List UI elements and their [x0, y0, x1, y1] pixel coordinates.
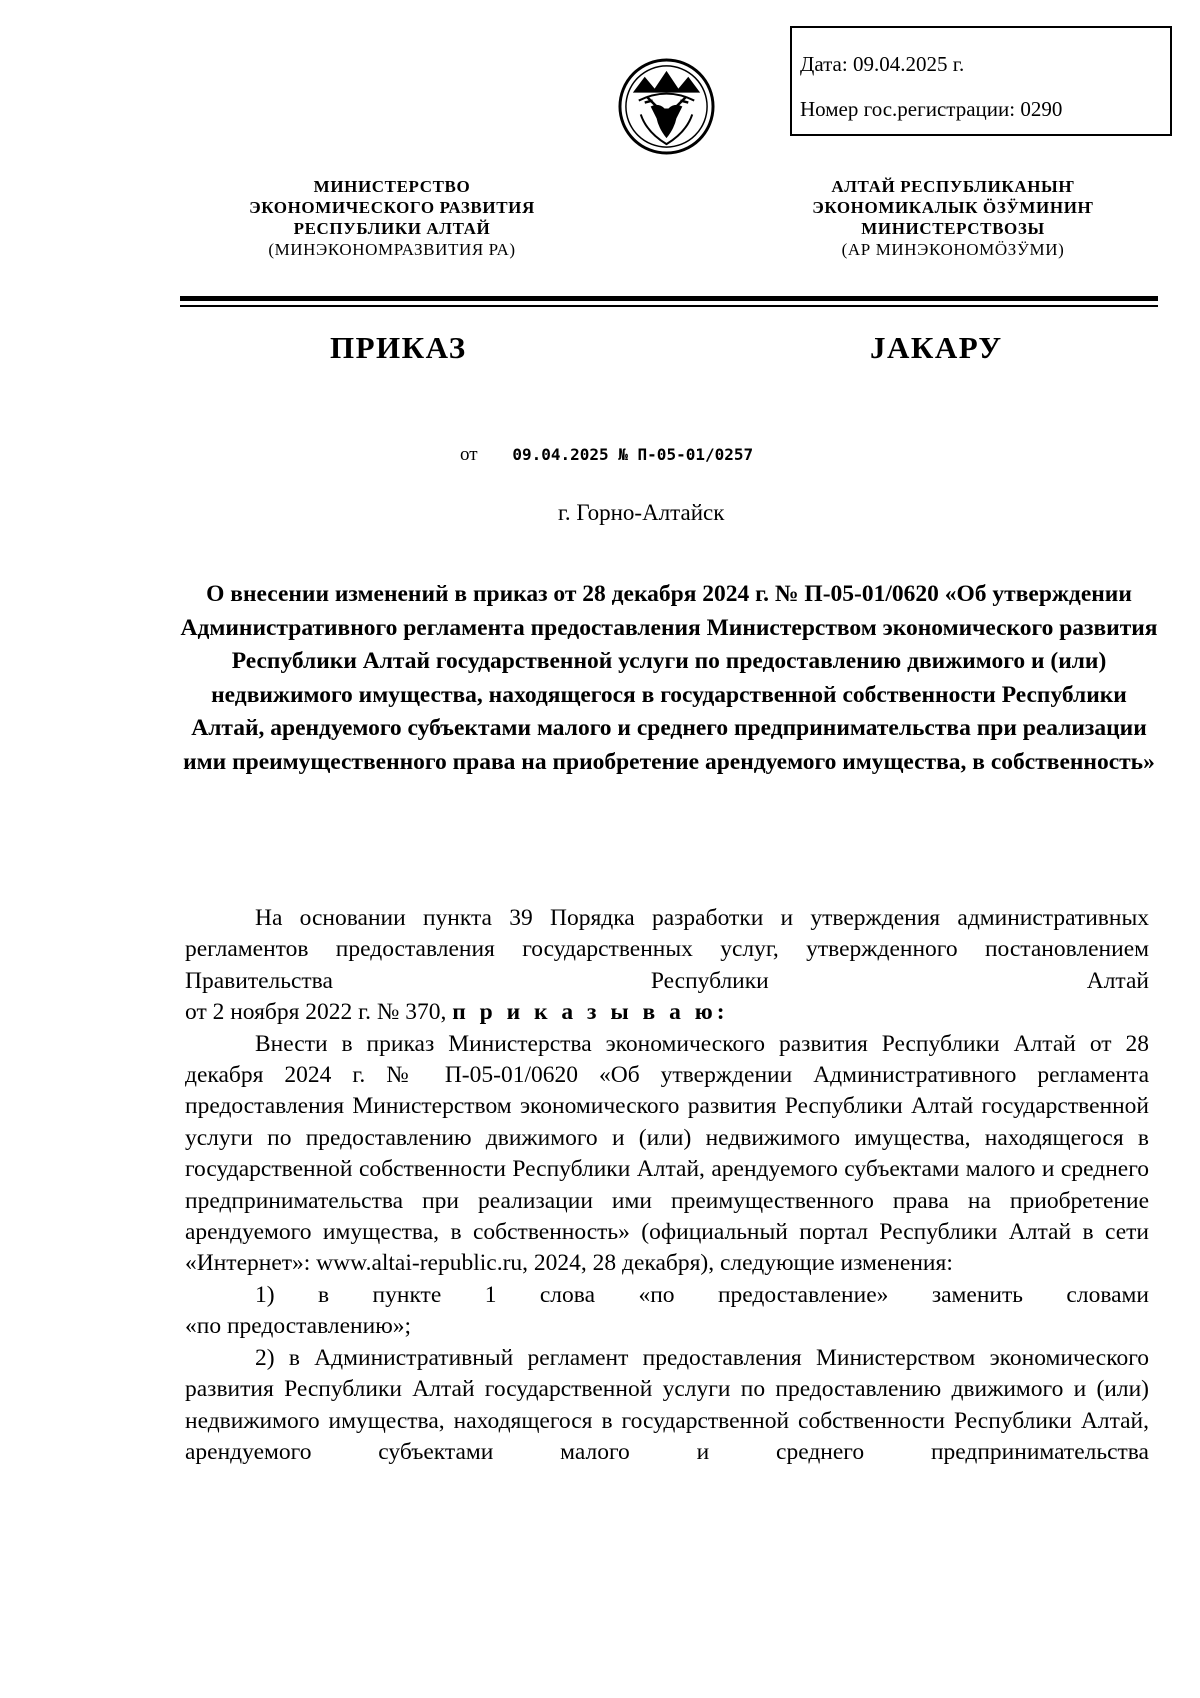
header-divider-thick: [180, 296, 1158, 301]
list-item-1-end: «по предоставлению»;: [185, 1313, 412, 1340]
header-divider-thin: [180, 305, 1158, 307]
paragraph-basis: На основании пункта 39 Порядка разработки и утверждения административных регламентов предоставления государственных услуг, утвержденного постановлением Правительства Республики Алтай: [185, 905, 1150, 994]
order-keyword: п р и к а з ы в а ю:: [452, 999, 729, 1026]
ministry-header-altai: АЛТАЙ РЕСПУБЛИКАНЫҤ ЭКОНОМИКАЛЫК ӦЗӰМИНИҤ МИНИСТЕРСТВОЗЫ (АР МИНЭКОНОМӦЗӰМИ): [812, 177, 1094, 259]
registration-number: Номер гос.регистрации: 0290: [800, 97, 1063, 121]
altai-coat-of-arms-icon: [617, 57, 716, 156]
city: г. Горно-Алтайск: [558, 500, 725, 525]
paragraph-amendment: Внести в приказ Министерства экономического развития Республики Алтай от 28 декабря 2024 г. № П-05-01/0620 «Об утверждении Административного регламента предоставления Министерством экономического развития Республики Алтай государственной услуги по предоставлению движимого и (или) недвижимого имущества, находящегося в государственной собственности Республики Алтай, арендуемого субъектами малого и среднего предпринимательства при реализации ими преимущественного права на приобретение арендуемого имущества, в собственность» (официальный портал Республики Алтай в сети: [185, 1030, 1150, 1246]
order-date-prefix: от: [460, 444, 478, 465]
ministry-header-russian: МИНИСТЕРСТВО ЭКОНОМИЧЕСКОГО РАЗВИТИЯ РЕСПУБЛИКИ АЛТАЙ (МИНЭКОНОМРАЗВИТИЯ РА): [249, 177, 535, 259]
registration-date: Дата: 09.04.2025 г.: [800, 52, 965, 76]
order-number: 09.04.2025 № П-05-01/0257: [512, 445, 754, 464]
list-item-2: 2) в Административный регламент предоставления Министерством экономического развития Республики Алтай государственной услуги по предоставлению движимого и (или) недвижимого имущества, находящегося в государственной собственности Республики Алтай, арендуемого субъектами малого и среднего предпринимательства: [185, 1344, 1150, 1465]
document-title-russian: ПРИКАЗ: [330, 330, 467, 365]
document-title-altai: JАКАРУ: [870, 330, 1003, 365]
order-subject: О внесении изменений в приказ от 28 декабря 2024 г. № П-05-01/0620 «Об утверждении Административного регламента предоставления Министерством экономического развития Республики Алтай государственной услуги по предоставлению движимого и (или) недвижимого имущества, находящегося в государственной собственности Республики Алтай, арендуемого субъектами малого и среднего предпринимательства при реализации ими преимущественного права на приобретение арендуемого имущества, в собственность»: [180, 581, 1158, 775]
registration-stamp: [790, 26, 1172, 136]
order-number-line: [460, 444, 753, 466]
paragraph-basis-end: от 2 ноября 2022 г. № 370, п р и к а з ы в а ю:: [185, 999, 729, 1026]
order-body: [185, 903, 1149, 1468]
paragraph-amendment-end: «Интернет»: www.altai-republic.ru, 2024, 28 декабря), следующие изменения:: [185, 1250, 953, 1277]
list-item-1: 1) в пункте 1 слова «по предоставление» заменить словами: [255, 1281, 1149, 1308]
